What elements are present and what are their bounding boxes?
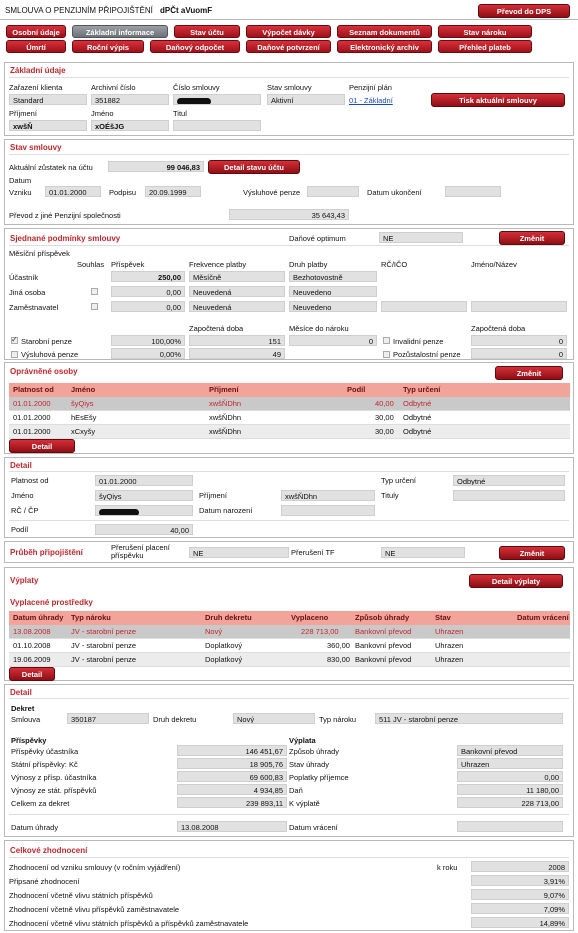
label-zpusob-uhrady: Způsob úhrady [289, 747, 340, 756]
cell-stav: Uhrazen [435, 655, 464, 664]
section-detail-osoby [4, 457, 574, 538]
souhlas-checkbox-jina[interactable] [91, 288, 98, 295]
tab-zakladni-informace[interactable]: Základní informace [72, 25, 168, 38]
vynosy-stat-field: 4 934,85 [177, 784, 287, 795]
zhodnoceni-label: Zhodnocení od vzniku smlouvy (v ročním vyjádření) [9, 863, 181, 872]
poplatky-field: 0,00 [457, 771, 563, 782]
cell-vyplaceno: 830,00 [327, 655, 350, 664]
label-pozustalostni: Pozůstalostní penze [393, 350, 461, 359]
label-prijmeni: Příjmení [199, 491, 227, 500]
starobni-checkbox[interactable] [11, 337, 18, 344]
starobni-zapoctena: 151 [189, 335, 285, 346]
label-narozeni: Datum narození [199, 506, 253, 515]
col-vraceni: Datum vrácení [517, 613, 569, 622]
section-title: Sjednané podmínky smlouvy [10, 234, 121, 243]
table-row[interactable] [9, 653, 570, 667]
tab-danove-potvrzeni[interactable]: Daňové potvrzení [246, 40, 331, 53]
label-datum: Datum [9, 176, 32, 185]
zpusob-uhrady-field: Bankovní převod [457, 745, 563, 756]
prispevek-ucastnik: 250,00 [111, 271, 185, 282]
col-vyplaceno: Vyplaceno [291, 613, 329, 622]
zhodnoceni-label: Zhodnocení včetně vlivu státních příspěvků [9, 891, 153, 900]
col-souhlas: Souhlas [77, 260, 105, 269]
zarazeni-field: Standard [9, 94, 87, 105]
section-title: Stav smlouvy [10, 143, 62, 152]
page-title: SMLOUVA O PENZIJNÍM PŘIPOJIŠTĚNÍ [5, 6, 153, 15]
ukonceni-field [445, 186, 501, 197]
section-title: Průběh připojištění [10, 548, 83, 557]
cell-platnost: 01.01.2000 [13, 413, 51, 422]
cell-typ: JV - starobní penze [71, 641, 137, 650]
label-druh-dekretu: Druh dekretu [153, 715, 197, 724]
stav-field: Aktivní [267, 94, 345, 105]
cislo-field [173, 94, 261, 105]
smlouva-field: 350187 [67, 713, 149, 724]
zustatek-field: 99 046,83 [108, 161, 204, 172]
col-prispevek: Příspěvek [111, 260, 145, 269]
cell-vyplaceno: 228 713,00 [301, 627, 339, 636]
tab-elektronicky-archiv[interactable]: Elektronický archív [337, 40, 432, 53]
cell-typ: Odbytné [403, 399, 432, 408]
col-druh: Druh platby [289, 260, 328, 269]
label-platnost: Platnost od [11, 476, 49, 485]
starobni-mesice: 0 [289, 335, 377, 346]
invalidni-zapoctena: 0 [471, 335, 567, 346]
table-row[interactable] [9, 397, 570, 411]
preruseni-field: NE [189, 547, 289, 558]
label-prispevky-ucastnika: Příspěvky účastníka [11, 747, 79, 756]
stav-uhrady-field: Uhrazen [457, 758, 563, 769]
tituly-field [453, 490, 565, 501]
section-title: Výplaty [10, 576, 39, 585]
vysluhove-field [307, 186, 359, 197]
section-title: Detail [10, 688, 32, 697]
celkem-field: 239 893,11 [177, 797, 287, 808]
cell-zpusob: Bankovní převod [355, 655, 412, 664]
label-zarazeni: Zařazení klienta [9, 83, 63, 92]
tab-prehled-plateb[interactable]: Přehled plateb [438, 40, 532, 53]
cell-jmeno: šyQiys [71, 399, 94, 408]
table-row[interactable] [9, 411, 570, 425]
row-label-zamestnavatel: Zaměstnavatel [9, 303, 59, 312]
frekvence-ucastnik: Měsíčně [189, 271, 285, 282]
vysluhova-zapoctena: 49 [189, 348, 285, 359]
label-ukonceni: Datum ukončení [367, 188, 422, 197]
col-frekvence: Frekvence platby [189, 260, 247, 269]
section-zakladni-udaje [4, 62, 574, 136]
detail-opravnene-button[interactable]: Detail [9, 439, 75, 453]
label-celkem: Celkem za dekret [11, 799, 70, 808]
table-row[interactable] [9, 639, 570, 653]
detail-stavu-uctu-button[interactable]: Detail stavu účtu [208, 160, 300, 174]
label-vysluhove: Výsluhové penze [243, 188, 301, 197]
col-rc: RČ/IČO [381, 260, 408, 269]
prijmeni-field: xwšŇDhn [281, 490, 375, 501]
label-preruseni: Přerušení placení příspěvku [111, 543, 170, 560]
row-label-jina-osoba: Jiná osoba [9, 288, 46, 297]
label-starobni: Starobní penze [21, 337, 72, 346]
rc-field [95, 505, 193, 516]
label-podil: Podíl [11, 525, 29, 534]
cell-typ: JV - starobní penze [71, 627, 137, 636]
typ-naroku-field: 511 JV - starobní penze [375, 713, 563, 724]
podpisu-field: 20.09.1999 [145, 186, 201, 197]
table-header [9, 383, 570, 397]
cell-zpusob: Bankovní převod [355, 627, 412, 636]
tab-osobni-udaje[interactable]: Osobní údaje [6, 25, 66, 38]
druh-dekretu-field: Nový [233, 713, 315, 724]
page-header [0, 0, 578, 20]
cell-zpusob: Bankovní převod [355, 641, 412, 650]
label-poplatky: Poplatky příjemce [289, 773, 349, 782]
cell-platnost: 01.01.2000 [13, 427, 51, 436]
col-druh-dekretu: Druh dekretu [205, 613, 252, 622]
cell-druh: Nový [205, 627, 223, 636]
zhodnoceni-label: Zhodnocení včetně vlivu příspěvků zaměstnavatele [9, 905, 180, 914]
zhodnoceni-value: 2008 [471, 861, 569, 872]
col-typ: Typ určení [403, 385, 441, 394]
cell-typ: Odbytné [403, 427, 432, 436]
k-vyplate-field: 228 713,00 [457, 797, 563, 808]
label-prispevky: Příspěvky [11, 736, 47, 745]
vysluhova-pct: 0,00% [111, 348, 185, 359]
invalidni-checkbox[interactable] [383, 337, 390, 344]
label-dan: Daň [289, 786, 303, 795]
druh-jina: Neuvedeno [289, 286, 377, 297]
druh-ucastnik: Bezhotovostně [289, 271, 377, 282]
cell-prijmeni: xwšŇDhn [209, 399, 242, 408]
statni-prispevky-field: 18 905,76 [177, 758, 287, 769]
cell-druh: Doplatkový [205, 655, 243, 664]
client-name: dPČt aVuomF [160, 6, 213, 15]
section-detail-dekret [4, 684, 574, 837]
label-plan: Penzijní plán [349, 83, 392, 92]
change-prubeh-button[interactable]: Změnit [499, 546, 565, 560]
tab-seznam-dokumentu[interactable]: Seznam dokumentů [337, 25, 432, 38]
cell-podil: 40,00 [375, 399, 394, 408]
cell-platnost: 01.01.2000 [13, 399, 51, 408]
col-typ-naroku: Typ nároku [71, 613, 111, 622]
cell-vyplaceno: 360,00 [327, 641, 350, 650]
section-prubeh [4, 541, 574, 563]
vysluhova-checkbox[interactable] [11, 351, 18, 358]
zhodnoceni-label: Připsané zhodnocení [9, 877, 80, 886]
cell-datum: 19.06.2009 [13, 655, 51, 664]
tab-stav-uctu[interactable]: Stav účtu [174, 25, 240, 38]
table-row[interactable] [9, 625, 570, 639]
podil-field: 40,00 [95, 524, 193, 535]
label-stav-uhrady: Stav úhrady [289, 760, 330, 769]
tab-danovy-odpocet[interactable]: Daňový odpočet [150, 40, 240, 53]
cell-typ: JV - starobní penze [71, 655, 137, 664]
col-jmeno: Jméno/Název [471, 260, 517, 269]
label-vynosy-stat: Výnosy ze stát. příspěvků [11, 786, 97, 795]
label-podpisu: Podpisu [109, 188, 137, 197]
frekvence-zam: Neuvedená [189, 301, 285, 312]
row-label-ucastnik: Účastník [9, 273, 39, 282]
label-typ-urceni: Typ určení [381, 476, 417, 485]
col-jmeno: Jméno [71, 385, 96, 394]
zhodnoceni-value: 14,89% [471, 917, 569, 928]
jmeno-field: xOÉšJG [91, 120, 169, 131]
label-zapoctena-doba: Započtená doba [189, 324, 244, 333]
section-zhodnoceni [4, 840, 574, 931]
section-title: Celkové zhodnocení [10, 846, 88, 855]
zhodnoceni-value: 9,07% [471, 889, 569, 900]
cell-stav: Uhrazen [435, 641, 464, 650]
section-title: Detail [10, 461, 32, 470]
col-zpusob: Způsob úhrady [355, 613, 410, 622]
tab-stav-naroku[interactable]: Stav nároku [438, 25, 532, 38]
label-vynosy-ucastnika: Výnosy z přísp. účastníka [11, 773, 97, 782]
danove-optimum-field: NE [379, 232, 463, 243]
label-jmeno: Jméno [91, 109, 114, 118]
datum-uhrady-field: 13.08.2008 [177, 821, 287, 832]
frekvence-jina: Neuvedená [189, 286, 285, 297]
druh-zam: Neuvedeno [289, 301, 377, 312]
pozustalostni-checkbox[interactable] [383, 351, 390, 358]
print-contract-button[interactable]: Tisk aktuální smlouvy [431, 93, 565, 107]
section-stav-smlouvy [4, 139, 574, 225]
col-podil: Podíl [347, 385, 366, 394]
subsection-title: Vyplacené prostředky [10, 598, 93, 607]
label-zapoctena-doba-2: Započtená doba [471, 324, 526, 333]
table-row[interactable] [9, 425, 570, 439]
label-stav: Stav smlouvy [267, 83, 312, 92]
label-k-roku: k roku [437, 863, 458, 872]
prispevky-ucastnika-field: 146 451,67 [177, 745, 287, 756]
cell-datum: 01.10.2008 [13, 641, 51, 650]
rc-zam [381, 301, 467, 312]
label-tituly: Tituly [381, 491, 399, 500]
souhlas-checkbox-zam[interactable] [91, 303, 98, 310]
transfer-dps-button[interactable]: Převod do DPS [478, 4, 570, 18]
tab-vypocet-davky[interactable]: Výpočet dávky [246, 25, 331, 38]
titul-field [173, 120, 261, 131]
section-title: Základní údaje [10, 66, 66, 75]
prispevek-zam: 0,00 [111, 301, 185, 312]
starobni-pct: 100,00% [111, 335, 185, 346]
label-k-vyplate: K výplatě [289, 799, 320, 808]
jmeno-zam [471, 301, 567, 312]
vzniku-field: 01.01.2000 [45, 186, 101, 197]
label-danove-optimum: Daňové optimum [289, 234, 346, 243]
cell-prijmeni: xwšŇDhn [209, 427, 242, 436]
prevod-field: 35 643,43 [229, 209, 349, 220]
section-opravnene-osoby [4, 362, 574, 454]
detail-vyplata-button[interactable]: Detail [9, 667, 55, 681]
zhodnoceni-value: 3,91% [471, 875, 569, 886]
col-datum: Datum úhrady [13, 613, 64, 622]
dan-field: 11 180,00 [457, 784, 563, 795]
label-prijmeni: Příjmení [9, 109, 37, 118]
tab-rocni-vypis[interactable]: Roční výpis [72, 40, 144, 53]
label-dekret: Dekret [11, 704, 35, 713]
label-archivni: Archivní číslo [91, 83, 136, 92]
section-vyplaty [4, 567, 574, 681]
change-podminky-button[interactable]: Změnit [499, 231, 565, 245]
table-header [9, 611, 570, 625]
label-vyplata: Výplata [289, 736, 316, 745]
label-vysluhova: Výsluhová penze [21, 350, 79, 359]
cell-stav: Uhrazen [435, 627, 464, 636]
label-statni-prispevky: Státní příspěvky: Kč [11, 760, 78, 769]
preruseni-tf-field: NE [381, 547, 465, 558]
label-invalidni: Invalidní penze [393, 337, 444, 346]
label-titul: Titul [173, 109, 187, 118]
label-prevod: Převod z jiné Penzijní společnosti [9, 211, 121, 220]
label-vzniku: Vzniku [9, 188, 32, 197]
redacted-mark [177, 98, 211, 105]
label-mesicni: Měsíční příspěvek [9, 249, 70, 258]
label-zustatek: Aktuální zůstatek na účtu [9, 163, 93, 172]
label-cislo: Číslo smlouvy [173, 83, 220, 92]
jmeno-field: šyQiys [95, 490, 193, 501]
pozustalostni-zapoctena: 0 [471, 348, 567, 359]
label-datum-uhrady: Datum úhrady [11, 823, 59, 832]
cell-podil: 30,00 [375, 427, 394, 436]
label-mesice-do-naroku: Měsíce do nároku [289, 324, 349, 333]
platnost-field: 01.01.2000 [95, 475, 193, 486]
label-typ-naroku: Typ nároku [319, 715, 357, 724]
vynosy-ucastnika-field: 69 600,83 [177, 771, 287, 782]
label-rc: RČ / ČP [11, 506, 39, 515]
zhodnoceni-label: Zhodnocení včetně vlivu státních příspěvků a příspěvků zaměstnavatele [9, 919, 249, 928]
cell-prijmeni: xwšŇDhn [209, 413, 242, 422]
label-smlouva: Smlouva [11, 715, 41, 724]
typ-urceni-field: Odbytné [453, 475, 565, 486]
redacted-mark [99, 509, 139, 516]
section-title: Oprávněné osoby [10, 367, 78, 376]
tab-umrti[interactable]: Úmrtí [6, 40, 66, 53]
datum-vraceni-field [457, 821, 563, 832]
cell-podil: 30,00 [375, 413, 394, 422]
col-platnost: Platnost od [13, 385, 54, 394]
prispevek-jina: 0,00 [111, 286, 185, 297]
cell-jmeno: xCxyšy [71, 427, 96, 436]
cell-druh: Doplatkový [205, 641, 243, 650]
label-preruseni-tf: Přerušení TF [291, 548, 335, 557]
label-datum-vraceni: Datum vrácení [289, 823, 338, 832]
cell-jmeno: hEsEšy [71, 413, 97, 422]
label-jmeno: Jméno [11, 491, 34, 500]
archivni-field: 351882 [91, 94, 169, 105]
detail-vyplaty-button[interactable]: Detail výplaty [469, 574, 563, 588]
section-podminky [4, 228, 574, 360]
prijmeni-field: xwšŇ [9, 120, 87, 131]
cell-datum: 13.08.2008 [13, 627, 51, 636]
zhodnoceni-value: 7,09% [471, 903, 569, 914]
col-prijmeni: Příjmení [209, 385, 239, 394]
plan-link[interactable]: 01 - Základní [349, 96, 393, 105]
narozeni-field [281, 505, 375, 516]
col-stav: Stav [435, 613, 451, 622]
change-opravnene-button[interactable]: Změnit [495, 366, 563, 380]
cell-typ: Odbytné [403, 413, 432, 422]
